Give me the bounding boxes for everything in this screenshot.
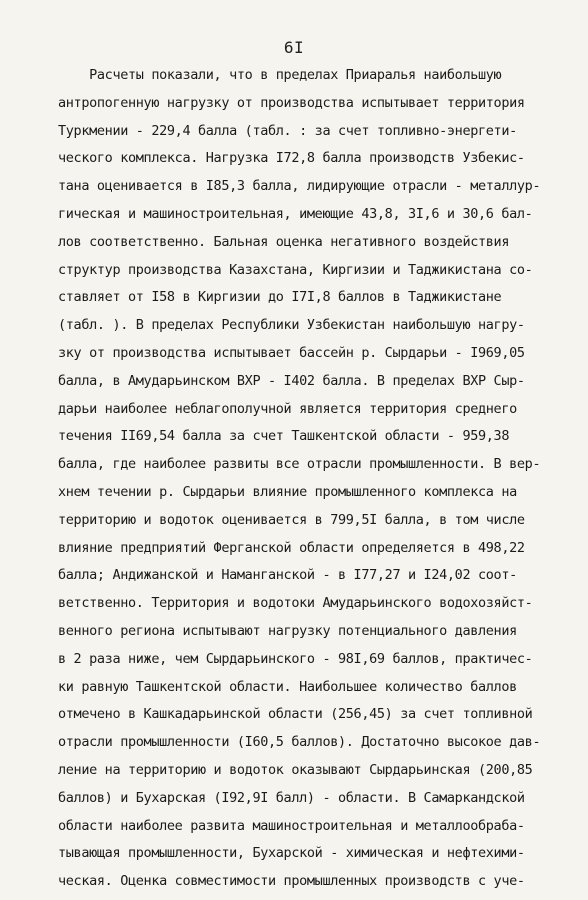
text-line: структур производства Казахстана, Киргизии и Таджикистана со-	[58, 261, 533, 278]
text-line: ческого комплекса. Нагрузка I72,8 балла производств Узбекис-	[58, 150, 525, 167]
text-line: влияние предприятий Ферганской области определяется в 498,22	[58, 539, 525, 556]
text-line: течения II69,54 балла за счет Ташкентской области - 959,38	[58, 428, 510, 445]
text-line: ление на территорию и водоток оказывают Сырдарьинская (200,85	[58, 761, 533, 778]
text-line: лов соответственно. Бальная оценка негативного воздействия	[58, 233, 510, 250]
text-line: области наиболее развита машиностроительная и металлообраба-	[58, 817, 525, 834]
text-line: балла, где наиболее развиты все отрасли промышленности. В вер-	[58, 456, 541, 473]
text-line: дарьи наиболее неблагополучной является территория среднего	[58, 400, 517, 417]
text-line: Туркмении - 229,4 балла (табл. : за счет топливно-энергети-	[58, 122, 517, 139]
text-line: венного региона испытывают нагрузку потенциального давления	[58, 622, 517, 639]
text-line: в 2 раза ниже, чем Сырдарьинского - 98I,69 баллов, практичес-	[58, 650, 533, 667]
text-line: баллов) и Бухарская (I92,9I балл) - области. В Самаркандской	[58, 789, 525, 806]
text-line: хнем течении р. Сырдарьи влияние промышленного комплекса на	[58, 483, 517, 500]
text-line: ческая. Оценка совместимости промышленных производств с уче-	[58, 873, 525, 890]
text-line: территорию и водоток оценивается в 799,5I балла, в том числе	[58, 511, 525, 528]
text-line: ки равную Ташкентской области. Наибольшее количество баллов	[58, 678, 517, 695]
body-text	[58, 62, 570, 896]
page-number: 6I	[283, 38, 305, 57]
text-line: ветственно. Территория и водотоки Амударьинского водохозяйст-	[58, 595, 533, 612]
text-line: балла; Андижанской и Наманганской - в I77,27 и I24,02 соот-	[58, 567, 517, 584]
text-line: тывающая промышленности, Бухарской - химическая и нефтехими-	[58, 845, 525, 862]
text-line: отмечено в Кашкадарьинской области (256,45) за счет топливной	[58, 706, 533, 723]
text-line: отрасли промышленности (I60,5 баллов). Достаточно высокое дав-	[58, 734, 541, 751]
text-line: ставляет от I58 в Киргизии до I7I,8 баллов в Таджикистане	[58, 289, 502, 306]
text-line: зку от производства испытывает бассейн р. Сырдарьи - I969,05	[58, 344, 525, 361]
text-line: тана оценивается в I85,3 балла, лидирующие отрасли - металлур-	[58, 178, 541, 195]
text-line: антропогенную нагрузку от производства испытывает территория	[58, 94, 525, 111]
text-line: Расчеты показали, что в пределах Приаралья наибольшую	[58, 67, 502, 83]
text-line: гическая и машиностроительная, имеющие 43,8, 3I,6 и 30,6 бал-	[58, 205, 533, 222]
text-line: балла, в Амударьинском ВХР - I402 балла. В пределах ВХР Сыр-	[58, 372, 525, 389]
text-line: (табл. ). В пределах Республики Узбекистан наибольшую нагру-	[58, 317, 525, 334]
